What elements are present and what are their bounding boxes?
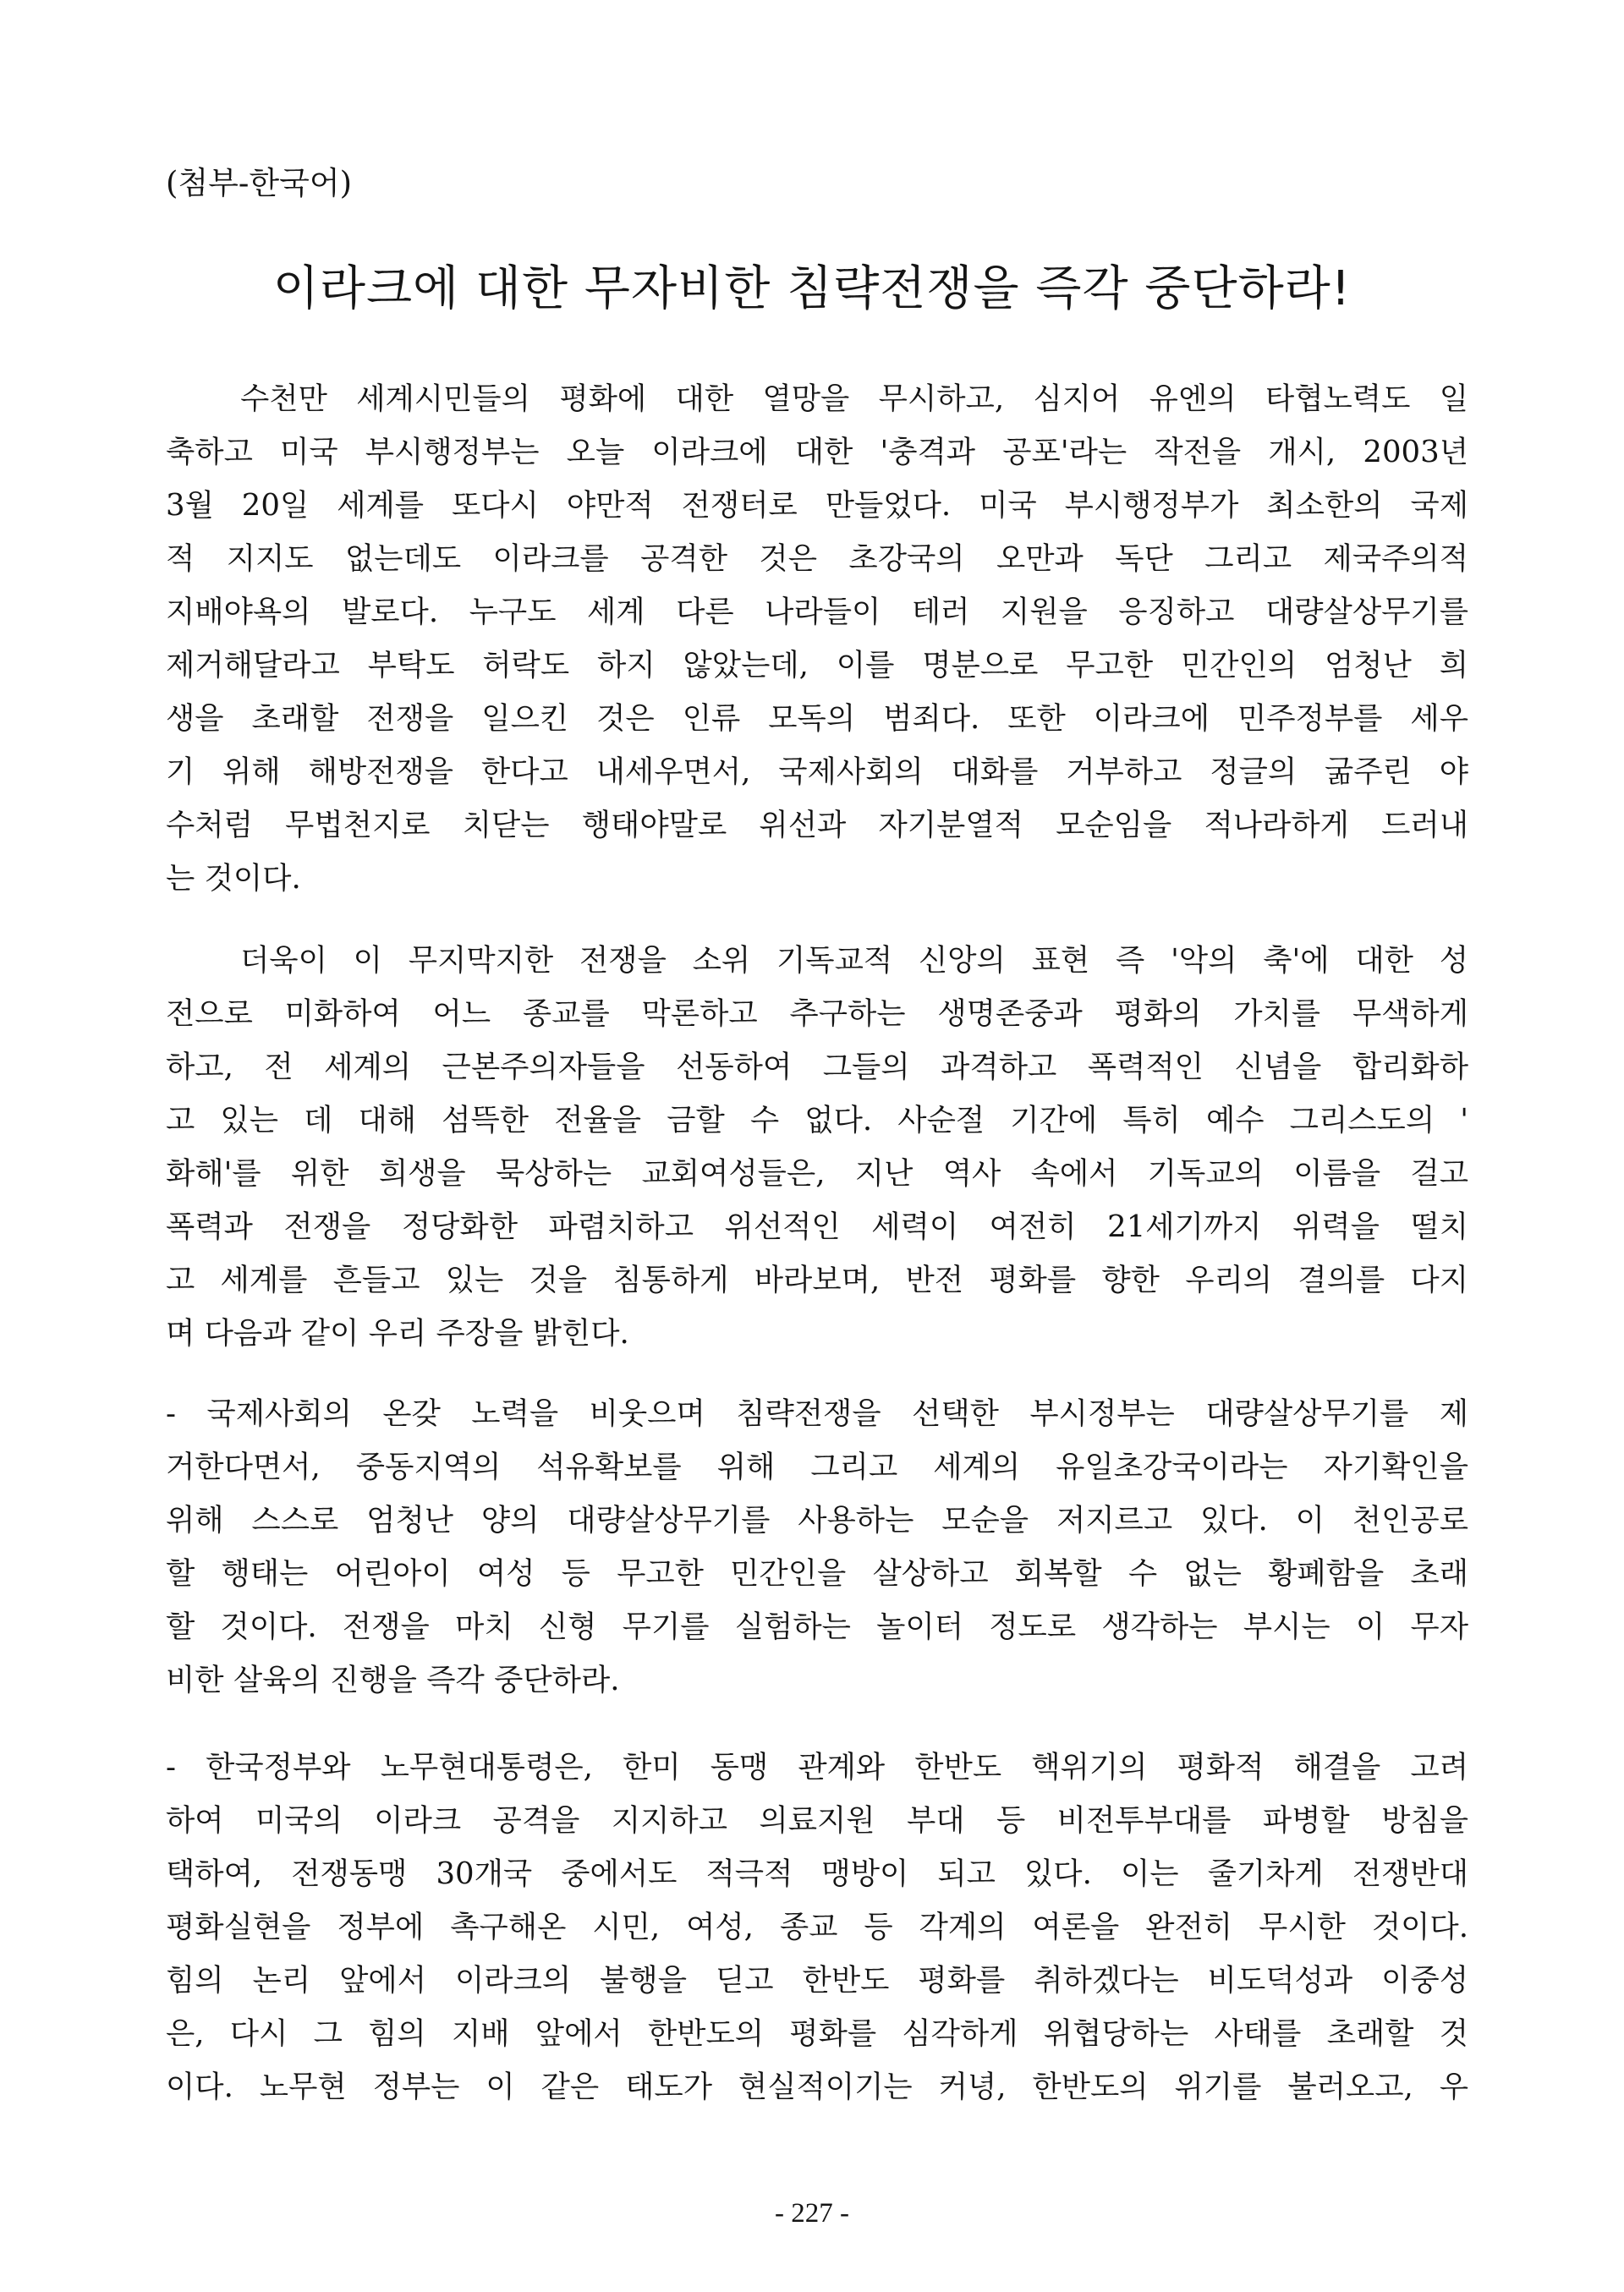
text-line: - 국제사회의 온갖 노력을 비웃으며 침략전쟁을 선택한 부시정부는 대량살상무기를 제: [166, 1396, 1468, 1431]
text-line: 수천만 세계시민들의 평화에 대한 열망을 무시하고, 심지어 유엔의 타협노력도 일: [240, 381, 1468, 416]
paragraph-1: [166, 372, 1468, 905]
text-line: 화해'를 위한 희생을 묵상하는 교회여성들은, 지난 역사 속에서 기독교의 이름을 걸고: [166, 1156, 1468, 1191]
text-line: 전으로 미화하여 어느 종교를 막론하고 추구하는 생명존중과 평화의 가치를 무색하게: [166, 996, 1468, 1031]
text-line: 하여 미국의 이라크 공격을 지지하고 의료지원 부대 등 비전투부대를 파병할 방침을: [166, 1803, 1468, 1838]
text-line: 평화실현을 정부에 촉구해온 시민, 여성, 종교 등 각계의 여론을 완전히 무시한 것이다.: [166, 1910, 1468, 1944]
page-number: - 227 -: [775, 2198, 849, 2229]
text-line: 고 있는 데 대해 섬뜩한 전율을 금할 수 없다. 사순절 기간에 특히 예수 그리스도의 ': [166, 1103, 1468, 1138]
text-line: 더욱이 이 무지막지한 전쟁을 소위 기독교적 신앙의 표현 즉 '악의 축'에 대한 성: [240, 943, 1468, 978]
text-line: 기 위해 해방전쟁을 한다고 내세우면서, 국제사회의 대화를 거부하고 정글의 굶주린 야: [166, 754, 1468, 789]
paragraph-4: [166, 1741, 1468, 2114]
text-line: 생을 초래할 전쟁을 일으킨 것은 인류 모독의 범죄다. 또한 이라크에 민주정부를 세우: [166, 701, 1468, 736]
text-line: 할 것이다. 전쟁을 마치 신형 무기를 실험하는 놀이터 정도로 생각하는 부시는 이 무자: [166, 1609, 1468, 1644]
text-line: 힘의 논리 앞에서 이라크의 불행을 딛고 한반도 평화를 취하겠다는 비도덕성과 이중성: [166, 1963, 1468, 1998]
text-line: 은, 다시 그 힘의 지배 앞에서 한반도의 평화를 심각하게 위협당하는 사태를 초래할 것: [166, 2016, 1468, 2051]
text-line: 이다. 노무현 정부는 이 같은 태도가 현실적이기는 커녕, 한반도의 위기를 불러오고, 우: [166, 2070, 1468, 2104]
text-line: 제거해달라고 부탁도 허락도 하지 않았는데, 이를 명분으로 무고한 민간인의 엄청난 희: [166, 648, 1468, 683]
page-title: 이라크에 대한 무자비한 침략전쟁을 즉각 중단하라!: [272, 261, 1352, 316]
text-line: 위해 스스로 엄청난 양의 대량살상무기를 사용하는 모순을 저지르고 있다. 이 천인공로: [166, 1503, 1468, 1538]
paragraph-3: [166, 1387, 1468, 1707]
text-line: 폭력과 전쟁을 정당화한 파렴치하고 위선적인 세력이 여전히 21세기까지 위력을 떨치: [166, 1209, 1468, 1244]
text-line: 거한다면서, 중동지역의 석유확보를 위해 그리고 세계의 유일초강국이라는 자기확인을: [166, 1450, 1468, 1484]
text-line: 축하고 미국 부시행정부는 오늘 이라크에 대한 '충격과 공포'라는 작전을 개시, 2003년: [166, 435, 1468, 469]
text-line: 비한 살육의 진행을 즉각 중단하라.: [166, 1663, 620, 1697]
text-line: 는 것이다.: [166, 861, 301, 896]
text-line: 수처럼 무법천지로 치닫는 행태야말로 위선과 자기분열적 모순임을 적나라하게 드러내: [166, 808, 1468, 842]
text-line: - 한국정부와 노무현대통령은, 한미 동맹 관계와 한반도 핵위기의 평화적 해결을 고려: [166, 1750, 1468, 1785]
text-line: 고 세계를 흔들고 있는 것을 침통하게 바라보며, 반전 평화를 향한 우리의 결의를 다지: [166, 1263, 1468, 1297]
text-line: 3월 20일 세계를 또다시 야만적 전쟁터로 만들었다. 미국 부시행정부가 최소한의 국제: [166, 488, 1468, 523]
paragraph-2: [166, 934, 1468, 1360]
text-line: 지배야욕의 발로다. 누구도 세계 다른 나라들이 테러 지원을 응징하고 대량살상무기를: [166, 595, 1468, 629]
text-line: 며 다음과 같이 우리 주장을 밝힌다.: [166, 1316, 629, 1351]
text-line: 할 행태는 어린아이 여성 등 무고한 민간인을 살상하고 회복할 수 없는 황폐함을 초래: [166, 1556, 1468, 1591]
attachment-label: (첨부-한국어): [166, 165, 353, 201]
text-line: 적 지지도 없는데도 이라크를 공격한 것은 초강국의 오만과 독단 그리고 제국주의적: [166, 541, 1468, 576]
text-line: 하고, 전 세계의 근본주의자들을 선동하여 그들의 과격하고 폭력적인 신념을 합리화하: [166, 1050, 1468, 1084]
text-line: 택하여, 전쟁동맹 30개국 중에서도 적극적 맹방이 되고 있다. 이는 줄기차게 전쟁반대: [166, 1856, 1468, 1891]
